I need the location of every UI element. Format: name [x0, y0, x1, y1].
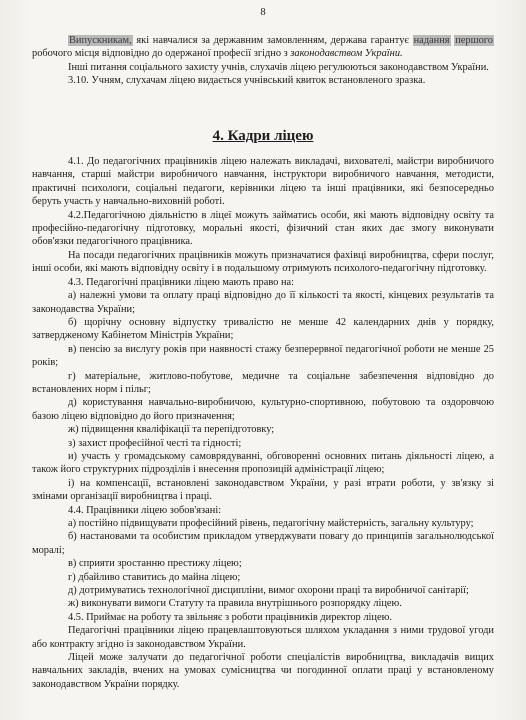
right-item-g: г) матеріальне, житлово-побутове, медичне та соціальне забезпечення відповідно до встановлених норм і пільг; — [32, 370, 494, 395]
page-content — [32, 34, 494, 691]
smudged-word: першого — [455, 35, 493, 46]
duty-item-v: в) сприяти зростанню престижу ліцею; — [68, 558, 242, 570]
right-item-z: з) захист професійної честі та гідності; — [68, 437, 242, 449]
right-item-zh: ж) підвищення кваліфікації та перепідготовку; — [68, 424, 275, 436]
duty-item-d: д) дотримуватись технологічної дисципліни, вимог охорони праці та виробничої санітарії; — [68, 585, 469, 597]
intro-paragraph-social: Інші питання соціального захисту учнів, слухачів ліцею регулюються законодавством України. — [68, 61, 489, 73]
duty-item-zh: ж) виконувати вимоги Статуту та правила внутрішнього розпорядку ліцею. — [68, 598, 402, 610]
right-item-y: и) участь у громадському самоврядуванні, обговоренні основних питань діяльності ліцею, а також його структурних підрозділів і внесення пропозицій адміністрації ліцею; — [32, 450, 494, 476]
intro-text: робочого місця відповідно до одержаної професії згідно з — [32, 48, 291, 60]
paragraph-4-5: 4.5. Приймає на роботу та звільняє з роботи працівників директор ліцею. — [68, 611, 392, 623]
paragraph-appointment: На посади педагогічних працівників можуть призначатися фахівці виробництва, сфери послуг, інші особи, які мають відповідну освіту і в подальшому отримують психолого-педагогічну підготовку. — [32, 249, 494, 275]
paragraph-part-time: Ліцей може залучати до педагогічної роботи спеціалістів виробництва, викладачів вищих навчальних закладів, вчених на умовах сумісництва чи погодинної оплати праці у встановленому законодавством України порядку. — [32, 652, 494, 690]
section-title: 4. Кадри ліцею — [212, 127, 314, 144]
page-number: 8 — [260, 7, 266, 18]
right-item-i: і) на компенсації, встановлені законодавством України, у разі втрати роботи, у зв'язку зі змінами організації виробництва і праці. — [32, 477, 494, 503]
duty-item-a: а) постійно підвищувати професійний рівень, педагогічну майстерність, загальну культуру; — [68, 518, 474, 529]
smudged-word: надання — [413, 35, 450, 46]
intro-law-ref: законодавством України. — [290, 48, 403, 60]
paragraph-4-4: 4.4. Працівники ліцею зобов'язані: — [68, 504, 222, 516]
duty-item-g: г) дбайливо ставитись до майна ліцею; — [68, 571, 241, 583]
right-item-d: д) користування навчально-виробничою, культурно-спортивною, побутовою та оздоровчою базою ліцею відповідно до його призначення; — [32, 397, 494, 422]
intro-paragraph-ticket: 3.10. Учням, слухачам ліцею видається учнівський квиток встановленого зразка. — [68, 75, 426, 87]
right-item-a: а) належні умови та оплату праці відповідно до її кількості та якості, кінцевих результатів та законодавства України; — [32, 290, 494, 315]
paragraph-4-2: 4.2.Педагогічною діяльністю в ліцеї можуть займатись особи, які мають відповідну освіту та професійно-педагогічну підготовку, моральні якості, фізичний стан яких дає змогу виконувати обов'язки педагогічного працівника. — [32, 209, 494, 248]
right-item-v: в) пенсію за вислугу років при наявності стажу безперервної педагогічної роботи не менше 25 років; — [32, 343, 494, 369]
smudged-word: Випускникам, — [69, 35, 132, 46]
right-item-b: б) щорічну основну відпустку тривалістю не менше 42 календарних днів у порядку, затвердженому Кабінетом Міністрів України; — [32, 316, 494, 342]
paragraph-employment: Педагогічні працівники ліцею працевлаштовуються шляхом укладання з ними трудової угоди або контракту згідно із законодавством України. — [32, 625, 494, 650]
paragraph-4-3: 4.3. Педагогічні працівники ліцею мають право на: — [68, 276, 295, 288]
duty-item-b: б) настановами та особистим прикладом утверджувати повагу до принципів загальнолюдської моралі; — [32, 531, 494, 556]
intro-paragraph-graduates — [32, 34, 494, 61]
intro-text: які навчалися за державним замовленням, держава гарантує — [132, 35, 413, 46]
paragraph-4-1: 4.1. До педагогічних працівників ліцею належать викладачі, вихователі, майстри виробничого навчання, старші майстри виробничого навчання, інструктори виробничого навчання, методисти, практичні психологи, соціальні педагоги, керівники ліцею та інші працівники, які безпосередньо беруть участь у навчально-виховній роботі. — [32, 156, 494, 208]
section-heading — [32, 127, 494, 144]
